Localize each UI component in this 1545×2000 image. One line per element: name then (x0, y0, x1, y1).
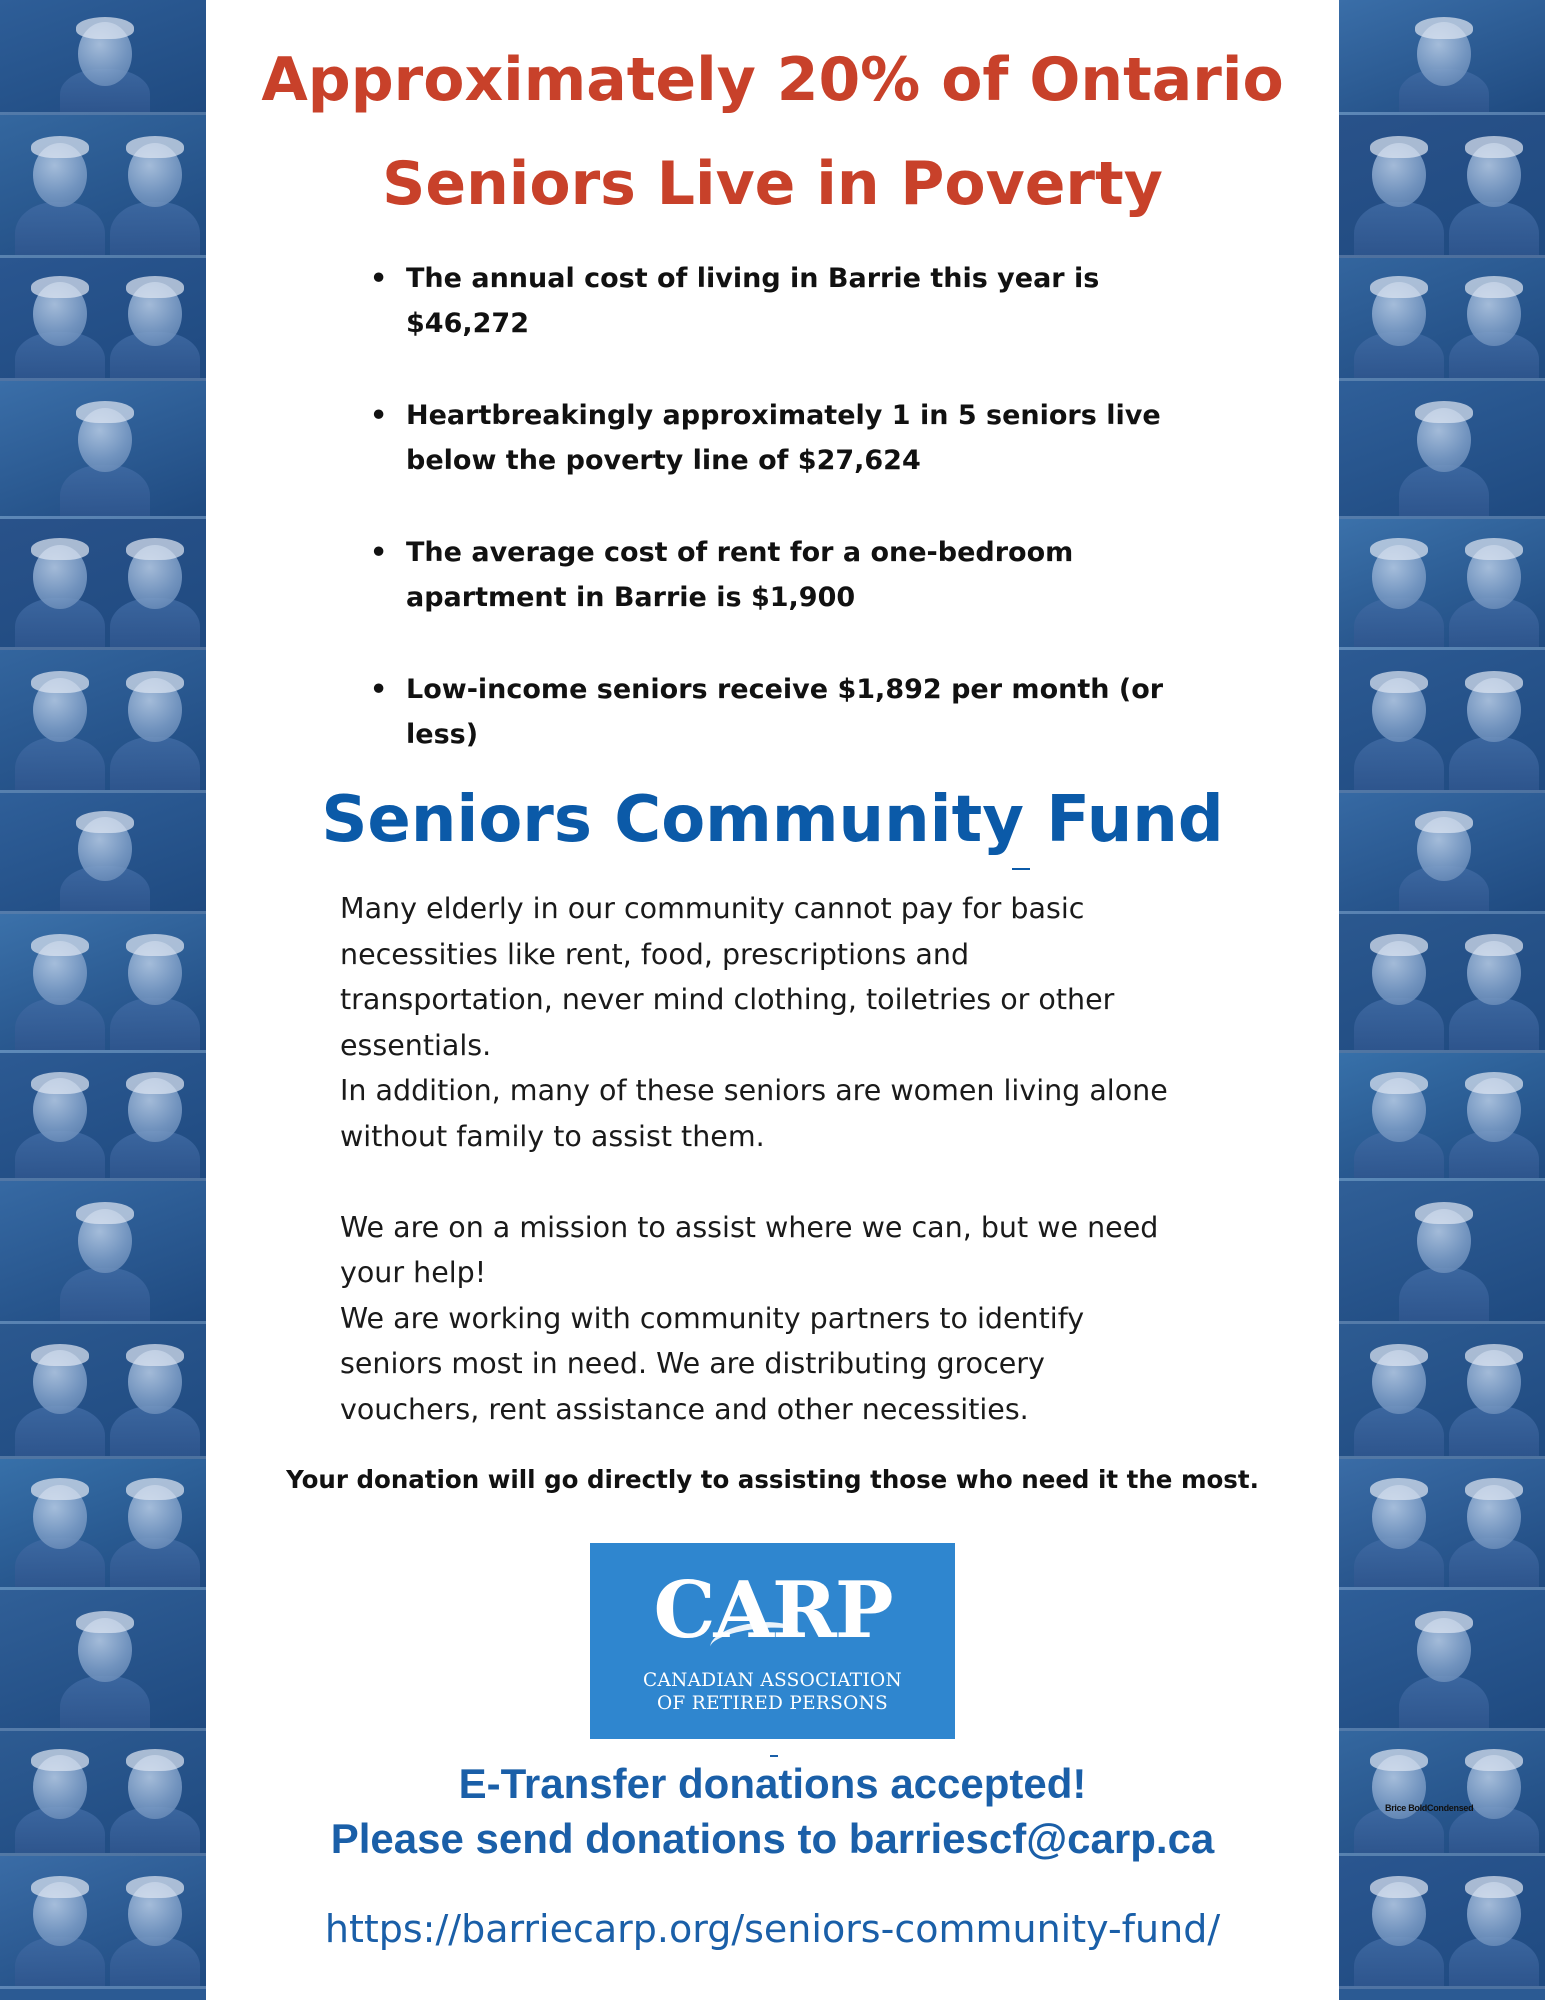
fact-list (366, 256, 1216, 804)
fact-item-income (366, 667, 1216, 757)
fact-item-rent (366, 530, 1216, 620)
photo-tile (0, 1459, 206, 1590)
person-hair (1370, 1749, 1428, 1771)
fact-line: Low-income seniors receive $1,892 per month (or (406, 674, 1164, 705)
person-hair (31, 1344, 89, 1366)
person-hair (31, 671, 89, 693)
person-hair (31, 1876, 89, 1898)
person-hair (1415, 401, 1473, 423)
description-line: your help! (340, 1256, 487, 1289)
person-hair (76, 1202, 134, 1224)
person-silhouette (1354, 737, 1444, 793)
person-hair (31, 1072, 89, 1094)
person-hair (1370, 276, 1428, 298)
bullet-icon: • (370, 263, 388, 294)
fact-line: below the poverty line of $27,624 (406, 445, 921, 476)
fact-line: less) (406, 719, 479, 750)
photo-collage-right (1339, 0, 1545, 2000)
person-hair (1370, 1478, 1428, 1500)
person-hair (1465, 1749, 1523, 1771)
person-silhouette (1449, 998, 1539, 1053)
person-hair (31, 1478, 89, 1500)
person-hair (1465, 1072, 1523, 1094)
person-silhouette (1449, 737, 1539, 793)
description-line: without family to assist them. (340, 1119, 765, 1153)
headline-line-2: Seniors Live in Poverty (382, 149, 1163, 219)
photo-tile (1339, 1590, 1545, 1731)
description-line: necessities like rent, food, prescriptions and (340, 937, 970, 971)
headline-line-1: Approximately 20% of Ontario (261, 45, 1284, 115)
photo-tile (1339, 0, 1545, 115)
person-silhouette (1399, 1268, 1489, 1324)
person-hair (31, 1749, 89, 1771)
fact-item-cost-of-living (366, 256, 1216, 346)
person-hair (126, 671, 184, 693)
person-hair (1370, 1876, 1428, 1898)
photo-tile (0, 1590, 206, 1731)
photo-tile (0, 650, 206, 793)
photo-tile (0, 1053, 206, 1181)
photo-tile (1339, 914, 1545, 1053)
description-line: Many elderly in our community cannot pay for basic (340, 892, 1085, 925)
photo-tile (1339, 1324, 1545, 1459)
person-hair (126, 276, 184, 298)
person-hair (1370, 136, 1428, 158)
person-hair (31, 276, 89, 298)
etransfer-notice (206, 1756, 1339, 1866)
person-hair (126, 136, 184, 158)
person-hair (1465, 136, 1523, 158)
person-silhouette (110, 202, 200, 258)
flyer-content (206, 0, 1339, 2000)
carp-logo (590, 1543, 955, 1739)
photo-tile (0, 1856, 206, 1989)
person-hair (126, 538, 184, 560)
photo-tile (1339, 1053, 1545, 1181)
person-hair (31, 538, 89, 560)
person-hair (1465, 1478, 1523, 1500)
person-silhouette (110, 737, 200, 793)
font-tag: Brice BoldCondensed (1385, 1803, 1474, 1813)
description-line: vouchers, rent assistance and other necessities. (340, 1392, 1029, 1426)
photo-tile (1339, 519, 1545, 650)
photo-tile (1339, 793, 1545, 914)
etransfer-line-2: Please send donations to barriescf@carp.ca (330, 1815, 1215, 1862)
bullet-icon: • (370, 400, 388, 431)
photo-tile (1339, 1856, 1545, 1989)
person-silhouette (1449, 202, 1539, 258)
person-hair (1370, 934, 1428, 956)
person-hair (126, 1749, 184, 1771)
person-silhouette (60, 1676, 150, 1731)
person-silhouette (1399, 1676, 1489, 1731)
fact-line: $46,272 (406, 308, 529, 339)
person-hair (126, 1478, 184, 1500)
photo-tile (0, 258, 206, 381)
person-hair (31, 934, 89, 956)
person-hair (126, 1344, 184, 1366)
person-hair (126, 934, 184, 956)
person-silhouette (60, 1268, 150, 1324)
photo-tile (1339, 258, 1545, 381)
underline-mark (1012, 868, 1030, 870)
fact-line: The annual cost of living in Barrie this year is (406, 263, 1100, 294)
photo-tile (0, 793, 206, 914)
person-silhouette (110, 998, 200, 1053)
person-hair (76, 17, 134, 39)
person-hair (76, 1611, 134, 1633)
person-hair (1465, 538, 1523, 560)
person-hair (1465, 276, 1523, 298)
photo-tile (1339, 1731, 1545, 1856)
donation-note: Your donation will go directly to assisting those who need it the most. (286, 1465, 1259, 1494)
person-hair (1370, 538, 1428, 560)
photo-tile (0, 1324, 206, 1459)
paragraph-gap (340, 1159, 1210, 1205)
description-line: We are on a mission to assist where we can, but we need (340, 1210, 1159, 1244)
description-line: In addition, many of these seniors are women living alone (340, 1074, 1168, 1107)
person-hair (76, 401, 134, 423)
photo-tile (0, 914, 206, 1053)
photo-tile (0, 519, 206, 650)
person-hair (126, 1876, 184, 1898)
description-line: seniors most in need. We are distributing grocery (340, 1347, 1045, 1380)
person-silhouette (1399, 465, 1489, 519)
person-hair (1370, 1072, 1428, 1094)
photo-tile (1339, 381, 1545, 519)
person-hair (31, 136, 89, 158)
person-hair (1370, 671, 1428, 693)
carp-subtitle-line-2: OF RETIRED PERSONS (656, 1693, 889, 1714)
person-hair (1465, 1876, 1523, 1898)
photo-tile (0, 1731, 206, 1856)
person-hair (1465, 1344, 1523, 1366)
photo-tile (1339, 1181, 1545, 1324)
carp-subtitle (590, 1669, 955, 1715)
description-line: transportation, never mind clothing, toiletries or other (340, 983, 1115, 1016)
fund-title (206, 780, 1339, 860)
bullet-icon: • (370, 674, 388, 705)
photo-tile (0, 115, 206, 258)
description-line: essentials. (340, 1028, 492, 1062)
headline (206, 28, 1339, 236)
person-hair (1415, 1202, 1473, 1224)
fund-title-text: Seniors Community Fund (321, 783, 1224, 857)
photo-tile (0, 0, 206, 115)
fund-description (340, 886, 1210, 1432)
photo-tile (1339, 1459, 1545, 1590)
person-hair (1465, 934, 1523, 956)
person-hair (1415, 1611, 1473, 1633)
carp-wordmark: CARP (653, 1565, 892, 1656)
photo-tile (1339, 650, 1545, 793)
person-hair (1370, 1344, 1428, 1366)
fact-line: Heartbreakingly approximately 1 in 5 seniors live (406, 400, 1161, 431)
description-line: We are working with community partners to identify (340, 1301, 1085, 1335)
person-silhouette (1354, 998, 1444, 1053)
photo-tile (0, 1181, 206, 1324)
bullet-icon: • (370, 537, 388, 568)
person-hair (1415, 811, 1473, 833)
photo-tile (0, 381, 206, 519)
website-url[interactable]: https://barriecarp.org/seniors-community-fund/ (324, 1907, 1221, 1951)
person-hair (1465, 671, 1523, 693)
person-hair (126, 1072, 184, 1094)
carp-subtitle-line-1: CANADIAN ASSOCIATION (643, 1670, 902, 1691)
photo-collage-left (0, 0, 206, 2000)
photo-tile (1339, 115, 1545, 258)
person-silhouette (15, 737, 105, 793)
fact-line: apartment in Barrie is $1,900 (406, 582, 856, 613)
fact-line: The average cost of rent for a one-bedroom (406, 537, 1074, 568)
person-hair (1415, 17, 1473, 39)
person-silhouette (60, 465, 150, 519)
person-silhouette (1354, 202, 1444, 258)
person-hair (76, 811, 134, 833)
person-silhouette (15, 998, 105, 1053)
person-silhouette (15, 202, 105, 258)
fact-item-poverty-line (366, 393, 1216, 483)
etransfer-line-1: E-Transfer donations accepted! (458, 1760, 1087, 1807)
